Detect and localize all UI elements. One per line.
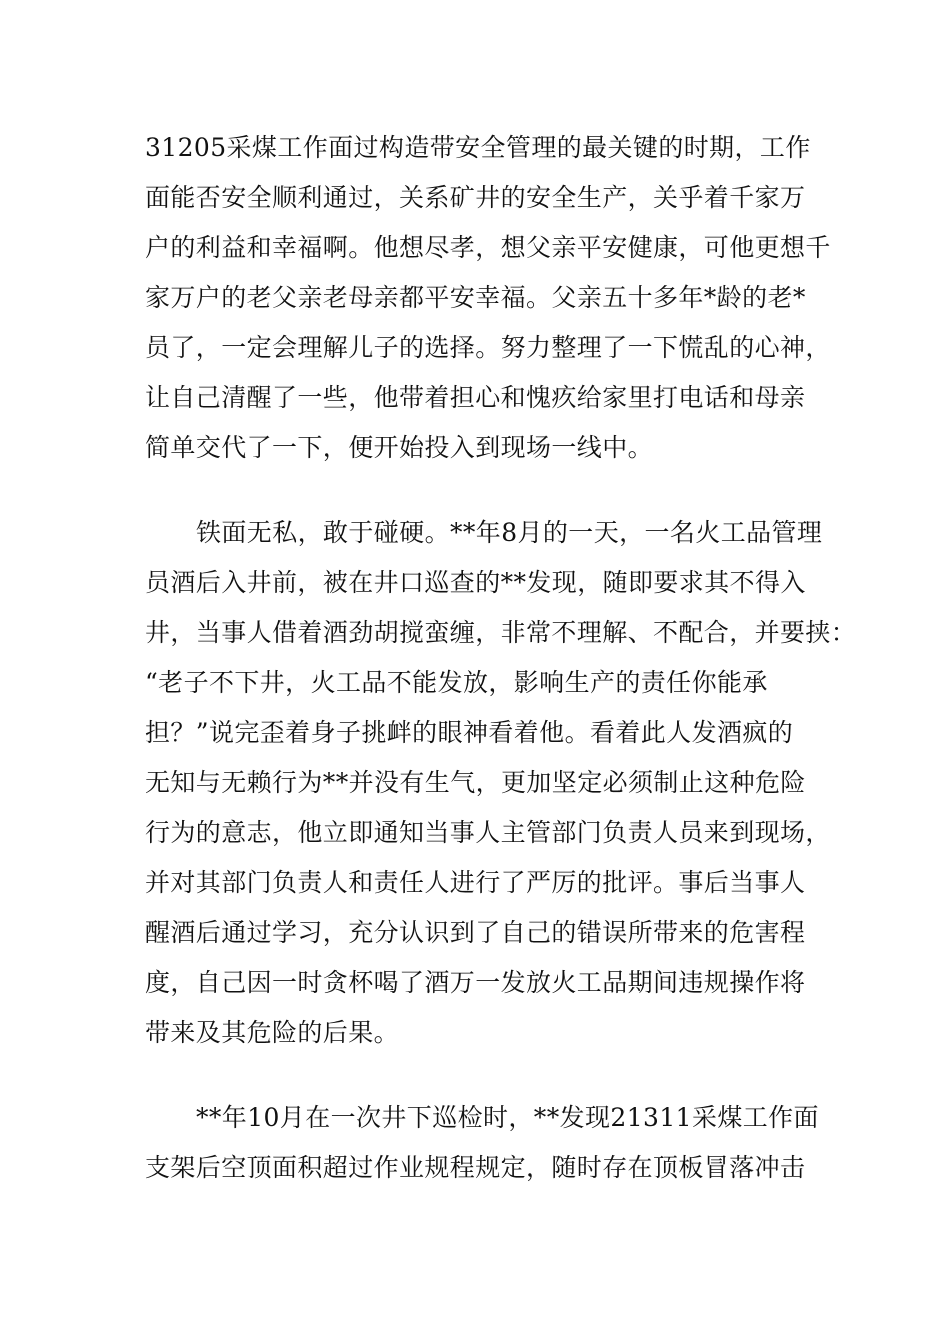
paragraph-1-line-6: 让自己清醒了一些，他带着担心和愧疚给家里打电话和母亲 (145, 383, 806, 412)
paragraph-3-line-2: 支架后空顶面积超过作业规程规定，随时存在顶板冒落冲击 (145, 1153, 806, 1182)
paragraph-2-line-11: 带来及其危险的后果。 (145, 1018, 400, 1047)
paragraph-2-line-8: 并对其部门负责人和责任人进行了严厉的批评。事后当事人 (145, 868, 806, 897)
paragraph-1-line-4: 家万户的老父亲老母亲都平安幸福。父亲五十多年*龄的老* (145, 283, 806, 312)
paragraph-3-line-1: **年10月在一次井下巡检时，**发现21311采煤工作面 (196, 1103, 819, 1132)
paragraph-2-line-5: 担？”说完歪着身子挑衅的眼神看着他。看着此人发酒疯的 (145, 718, 794, 747)
paragraph-2-line-2: 员酒后入井前，被在井口巡查的**发现，随即要求其不得入 (145, 568, 806, 597)
paragraph-1-line-5: 员了，一定会理解儿子的选择。努力整理了一下慌乱的心神， (145, 333, 831, 362)
paragraph-1-line-1: 31205采煤工作面过构造带安全管理的最关键的时期，工作 (145, 133, 811, 162)
paragraph-1-line-7: 简单交代了一下，便开始投入到现场一线中。 (145, 433, 654, 462)
paragraph-2-line-6: 无知与无赖行为**并没有生气，更加坚定必须制止这种危险 (145, 768, 806, 797)
paragraph-2-line-10: 度，自己因一时贪杯喝了酒万一发放火工品期间违规操作将 (145, 968, 806, 997)
paragraph-2-line-9: 醒酒后通过学习，充分认识到了自己的错误所带来的危害程 (145, 918, 806, 947)
paragraph-2-line-7: 行为的意志，他立即通知当事人主管部门负责人员来到现场， (145, 818, 831, 847)
paragraph-1-line-3: 户的利益和幸福啊。他想尽孝，想父亲平安健康，可他更想千 (145, 233, 831, 262)
paragraph-2-line-3: 井，当事人借着酒劲胡搅蛮缠，非常不理解、不配合，并要挟： (145, 618, 857, 647)
paragraph-1-line-2: 面能否安全顺利通过，关系矿井的安全生产，关乎着千家万 (145, 183, 806, 212)
paragraph-2-line-1: 铁面无私，敢于碰硬。**年8月的一天，一名火工品管理 (196, 518, 823, 547)
paragraph-2-line-4: “老子不下井，火工品不能发放，影响生产的责任你能承 (145, 668, 768, 697)
